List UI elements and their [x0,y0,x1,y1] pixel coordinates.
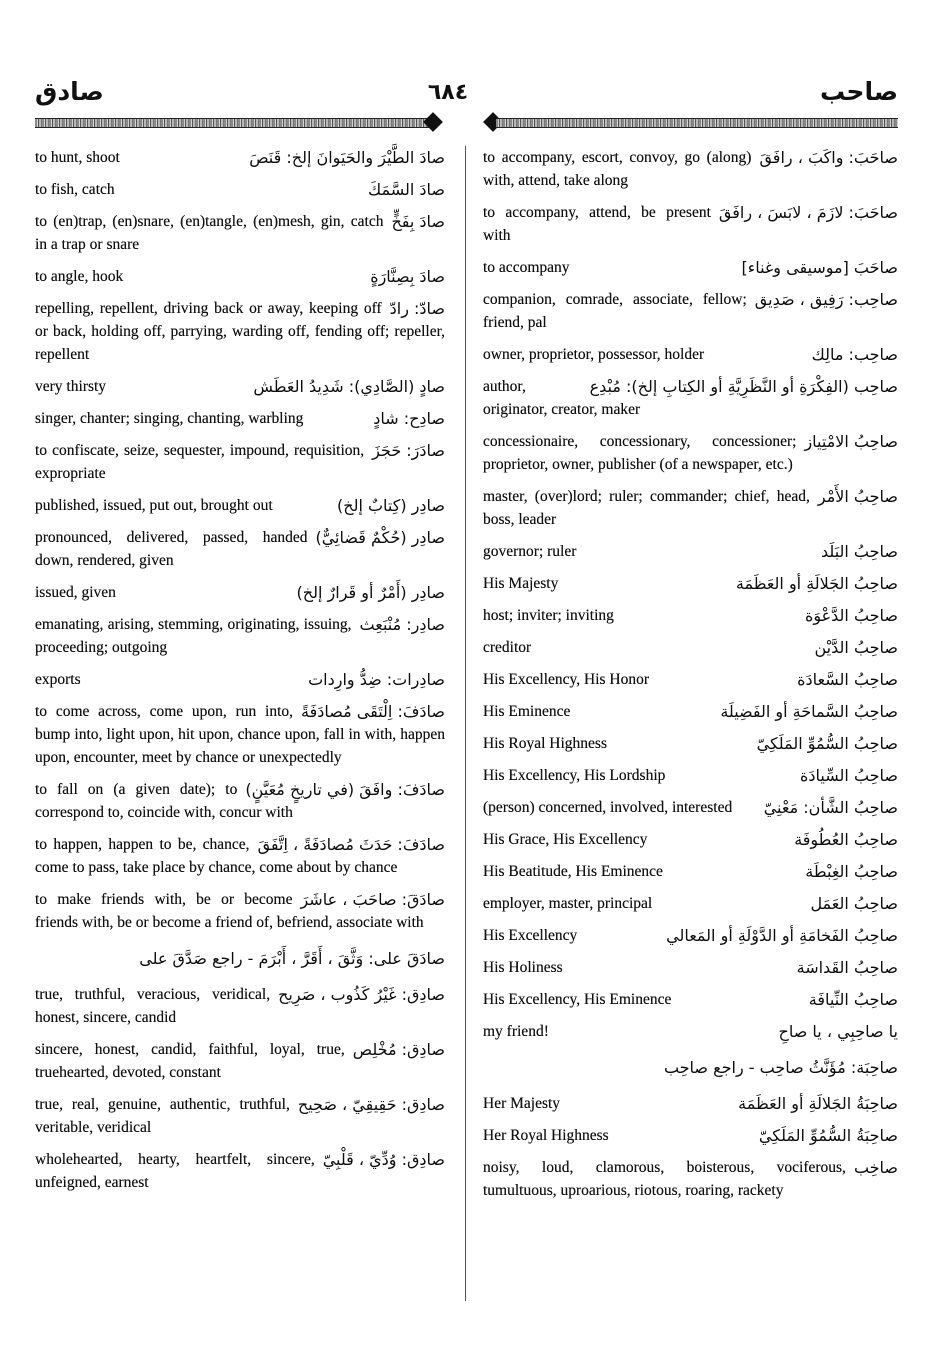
dictionary-entry [35,210,445,256]
dictionary-entry [35,1093,445,1139]
arabic-headword: صادَقَ على: وَثَّقَ ، أَقَرَّ ، أَبْرَمَ - راجع صَدَّقَ على [139,949,445,968]
dictionary-entry [35,146,445,169]
english-definition: noisy, loud, clamorous, boisterous, vociferous, tumultuous, uproarious, riotous, roaring, rackety [483,1159,846,1199]
dictionary-entry [483,604,898,627]
dictionary-entry [483,828,898,851]
english-definition: His Eminence [483,703,571,720]
dictionary-entry [35,613,445,659]
dictionary-entry [35,407,445,430]
arabic-headword: صاحِب: مالِك [811,345,898,364]
dictionary-entry [483,924,898,947]
english-definition: my friend! [483,1023,549,1040]
dictionary-entry [35,668,445,691]
dictionary-entry [483,288,898,334]
english-definition: (person) concerned, involved, interested [483,799,733,816]
arabic-headword: صاحِبُ الجَلالَةِ أو العَظَمَة [735,574,898,593]
arabic-headword: صادِر (حُكْمٌ قَضائِيٌّ) [315,528,445,547]
dictionary-entry [35,297,445,366]
dictionary-entry [483,796,898,819]
english-definition: creditor [483,639,532,656]
english-definition: true, truthful, veracious, veridical, honest, sincere, candid [35,986,271,1026]
english-definition: Her Royal Highness [483,1127,609,1144]
dictionary-entry [483,764,898,787]
english-definition: to confiscate, seize, sequester, impound, requisition, expropriate [35,442,365,482]
arabic-headword: صاحِب (الفِكْرَةِ أو النَّظَرِيَّةِ أو الكِتابِ إلخ): مُبْدِع [589,377,898,396]
english-definition: to make friends with, be or become friends with, be or become a friend of, befriend, associate with [35,891,424,931]
arabic-headword: صاحِبَة: مُؤَنَّثُ صاحِب - راجع صاحِب [663,1058,898,1077]
page-number: ٦٨٤ [427,80,469,105]
english-definition: to accompany, escort, convoy, go (along) with, attend, take along [483,149,752,189]
english-definition: true, real, genuine, authentic, truthful, veritable, veridical [35,1096,290,1136]
english-definition: to come across, come upon, run into, bump into, light upon, hit upon, chance upon, fall in with, happen upon, encounter, meet by chance or unexpectedly [35,703,445,766]
english-definition: to accompany, attend, be present with [483,204,711,244]
english-definition: to hunt, shoot [35,149,120,166]
english-definition: to accompany [483,259,570,276]
dictionary-entry [35,983,445,1029]
arabic-headword: صاحَبَ: واكَبَ ، رافَقَ [759,148,898,167]
arabic-headword: صادِر (أَمْرٌ أو قَرارٌ إلخ) [296,583,445,602]
english-definition: to (en)trap, (en)snare, (en)tangle, (en)mesh, gin, catch in a trap or snare [35,213,384,253]
header-rule-left [35,118,429,128]
dictionary-entry [35,265,445,288]
english-definition: His Majesty [483,575,559,592]
arabic-headword: صاحِبُ السَّعادَة [797,670,898,689]
arabic-headword: صاحَبَ [موسيقى وغناء] [741,258,898,277]
english-definition: to happen, happen to be, chance, come to pass, take place by chance, come about by chance [35,836,398,876]
english-definition: repelling, repellent, driving back or away, keeping off or back, holding off, parrying, warding off, fending off; repeller, repellent [35,300,445,363]
arabic-headword: يا صاحِبِي ، يا صاحِ [778,1022,898,1041]
arabic-headword: صادٍ (الصَّادِي): شَدِيدُ العَطَش [253,377,445,396]
dictionary-entry [483,540,898,563]
dictionary-entry [483,956,898,979]
dictionary-entry [483,485,898,531]
arabic-headword: صادِق: غَيْرُ كَذُوب ، صَرِيح [278,985,445,1004]
dictionary-entry [35,178,445,201]
english-definition: owner, proprietor, possessor, holder [483,346,705,363]
arabic-headword: صاحِبُ الفَخامَةِ أو الدَّوْلَةِ أو المَعالي [666,926,898,945]
dictionary-entry [483,892,898,915]
arabic-headword: صاحِبُ السِّيادَة [800,766,898,785]
arabic-headword: صاحِبُ القَداسَة [796,958,898,977]
english-definition: pronounced, delivered, passed, handed down, rendered, given [35,529,308,569]
arabic-headword: صادَفَ: اِلْتَقَى مُصادَفَةً [301,702,445,721]
english-definition: to angle, hook [35,268,124,285]
left-column [35,146,445,1203]
english-definition: concessionaire, concessionary, concessioner; proprietor, owner, publisher (of a newspaper, etc.) [483,433,797,473]
english-definition: Her Majesty [483,1095,561,1112]
english-definition: sincere, honest, candid, faithful, loyal, true, truehearted, devoted, constant [35,1041,345,1081]
arabic-headword: صاحِب: رَفِيق ، صَدِيق [754,290,898,309]
dictionary-entry [35,778,445,824]
arabic-headword: صاحِبُ العُطُوفَة [794,830,898,849]
dictionary-entry [483,1092,898,1115]
dictionary-entry [483,732,898,755]
arabic-headword: صادِق: مُخْلِص [352,1040,445,1059]
dictionary-entry [35,581,445,604]
dictionary-entry [35,494,445,517]
arabic-headword: صادّ: رادّ [389,299,445,318]
dictionary-entry [483,668,898,691]
right-column [483,146,898,1211]
english-definition: employer, master, principal [483,895,653,912]
arabic-headword: صاحَبَ: لازَمَ ، لابَسَ ، رافَقَ [718,203,898,222]
arabic-headword: صاحِبُ الامْتِياز [804,432,898,451]
dictionary-entry [483,988,898,1011]
arabic-headword: صاحِبُ النِّيافَة [808,990,898,1009]
arabic-headword: صادِر: مُنْبَعِث [359,615,445,634]
arabic-headword: صادِر (كِتابٌ إلخ) [337,496,445,515]
arabic-headword: صاخِب [853,1158,898,1177]
english-definition: master, (over)lord; ruler; commander; chief, head, boss, leader [483,488,810,528]
english-definition: governor; ruler [483,543,577,560]
arabic-headword: صاحِبُ العَمَل [810,894,898,913]
english-definition: emanating, arising, stemming, originating, issuing, proceeding; outgoing [35,616,352,656]
dictionary-entry [35,833,445,879]
english-definition: wholehearted, hearty, heartfelt, sincere, unfeigned, earnest [35,1151,315,1191]
column-divider [465,146,466,1301]
english-definition: host; inviter; inviting [483,607,614,624]
dictionary-entry [35,700,445,769]
dictionary-entry [483,430,898,476]
arabic-headword: صادِرات: ضِدُّ وارِدات [308,670,445,689]
diamond-ornament [423,112,443,132]
arabic-headword: صاحِبَةُ الجَلالَةِ أو العَظَمَة [738,1094,898,1113]
arabic-headword: صاحِبُ الدَّعْوَة [804,606,898,625]
arabic-headword: صادَرَ: حَجَزَ [372,441,445,460]
arabic-headword: صادَقَ: صاحَبَ ، عاشَرَ [300,890,445,909]
dictionary-entry [35,943,445,974]
english-definition: issued, given [35,584,116,601]
arabic-headword: صادَفَ: وافَقَ (في تاريخٍ مُعَيَّنٍ) [245,780,445,799]
english-definition: His Holiness [483,959,563,976]
arabic-headword: صاحِبُ الدَّيْن [814,638,898,657]
arabic-headword: صادَ الطَّيْرَ والحَيَوانَ إلخ: قَنَصَ [249,148,445,167]
dictionary-entry [35,1148,445,1194]
arabic-headword: صادِق: وُدِّيّ ، قَلْبِيّ [322,1150,445,1169]
english-definition: His Beatitude, His Eminence [483,863,663,880]
arabic-headword: صادِح: شادٍ [373,409,445,428]
arabic-headword: صادَفَ: حَدَثَ مُصادَفَةً ، اِتَّفَقَ [257,835,445,854]
english-definition: His Royal Highness [483,735,607,752]
english-definition: author, originator, creator, maker [483,378,641,418]
arabic-headword: صاحِبُ السُّمُوِّ المَلَكِيّ [756,734,898,753]
dictionary-entry [483,860,898,883]
dictionary-entry [483,343,898,366]
english-definition: published, issued, put out, brought out [35,497,273,514]
arabic-headword: صاحِبُ الأَمْر [817,487,898,506]
dictionary-entry [483,1052,898,1083]
english-definition: singer, chanter; singing, chanting, warbling [35,410,304,427]
dictionary-entry [483,700,898,723]
english-definition: very thirsty [35,378,107,395]
english-definition: His Grace, His Excellency [483,831,648,848]
english-definition: to fall on (a given date); to correspond to, coincide with, concur with [35,781,293,821]
english-definition: companion, comrade, associate, fellow; friend, pal [483,291,747,331]
english-definition: His Excellency, His Honor [483,671,650,688]
english-definition: exports [35,671,81,688]
dictionary-entry [483,1020,898,1043]
dictionary-entry [483,1124,898,1147]
dictionary-entry [483,1156,898,1202]
english-definition: to fish, catch [35,181,115,198]
dictionary-entry [35,375,445,398]
arabic-headword: صاحِبُ البَلَد [821,542,898,561]
english-definition: His Excellency, His Eminence [483,991,672,1008]
dictionary-entry [35,1038,445,1084]
arabic-headword: صاحِبُ الشَّأن: مَعْنِيّ [763,798,898,817]
english-definition: His Excellency, His Lordship [483,767,666,784]
arabic-headword: صاحِبُ السَّماحَةِ أو الفَضِيلَة [720,702,898,721]
header-rule-right [496,118,898,128]
arabic-headword: صادَ بِصِنَّارَةٍ [370,267,445,286]
dictionary-entry [483,256,898,279]
dictionary-entry [483,572,898,595]
arabic-headword: صادِق: حَقِيقِيّ ، صَحِيح [297,1095,445,1114]
arabic-headword: صاحِبَةُ السُّمُوِّ المَلَكِيّ [758,1126,898,1145]
dictionary-entry [483,201,898,247]
dictionary-entry [35,526,445,572]
arabic-headword: صادَ بِفَخٍّ [391,212,445,231]
running-head-right: صاحب [819,77,898,106]
dictionary-entry [35,888,445,934]
running-head-left: صادق [35,77,104,106]
arabic-headword: صادَ السَّمَكَ [368,180,445,199]
dictionary-entry [35,439,445,485]
dictionary-entry [483,636,898,659]
english-definition: His Excellency [483,927,578,944]
arabic-headword: صاحِبُ الغِبْطَة [805,862,898,881]
dictionary-entry [483,146,898,192]
dictionary-entry [483,375,898,421]
